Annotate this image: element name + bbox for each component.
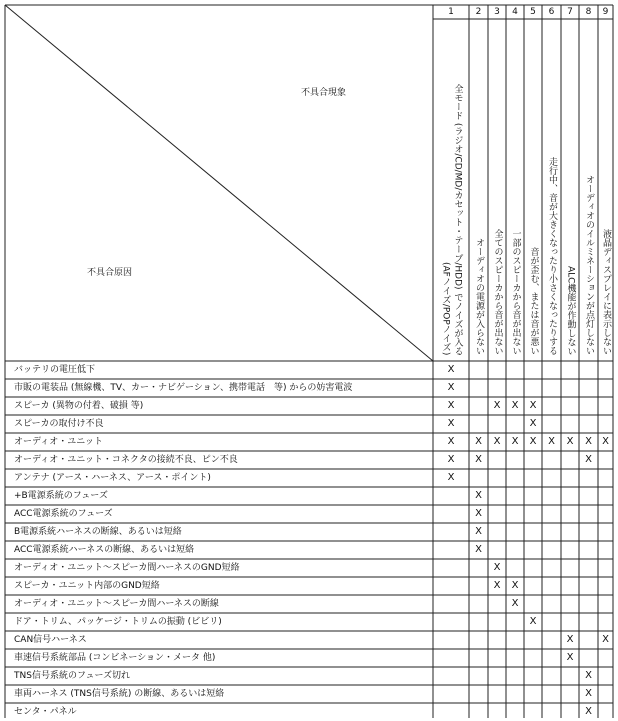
symptom-mark: X bbox=[529, 418, 537, 429]
row-cause-label: 市販の電装品 (無線機、TV、カー・ナビゲーション、携帯電話 等) からの妨害電波 bbox=[14, 383, 353, 393]
symptom-mark: X bbox=[475, 526, 482, 537]
column-symptom-label: オーディオのイルミネーションが点灯しない bbox=[584, 175, 594, 355]
row-cause-label: CAN信号ハーネス bbox=[14, 635, 87, 645]
symptom-mark: X bbox=[511, 580, 519, 591]
symptom-mark: X bbox=[566, 652, 574, 663]
row-cause-label: オーディオ・ユニット～スピーカ間ハーネスの断線 bbox=[14, 599, 219, 609]
symptom-mark: X bbox=[511, 598, 519, 609]
symptom-mark: X bbox=[585, 706, 592, 717]
column-number: 4 bbox=[512, 7, 518, 17]
symptom-mark: X bbox=[529, 436, 537, 447]
row-cause-label: ACC電源系統のフューズ bbox=[14, 509, 113, 519]
row-cause-label: +B電源系統のフューズ bbox=[14, 491, 108, 501]
symptom-mark: X bbox=[529, 616, 537, 627]
row-cause-label: オーディオ・ユニット bbox=[14, 437, 103, 447]
column-number: 3 bbox=[494, 7, 500, 17]
row-cause-label: スピーカ (異物の付着、破損 等) bbox=[14, 401, 144, 411]
column-symptom-label: 液晶ディスプレイに表示しない bbox=[601, 229, 611, 355]
symptom-mark: X bbox=[447, 454, 455, 465]
column-number: 6 bbox=[548, 7, 555, 17]
row-cause-label: センタ・パネル bbox=[14, 707, 77, 717]
symptom-mark: X bbox=[493, 400, 501, 411]
symptom-mark: X bbox=[447, 364, 455, 375]
symptom-mark: X bbox=[475, 508, 482, 519]
symptom-mark: X bbox=[475, 490, 482, 501]
symptom-mark: X bbox=[566, 634, 574, 645]
symptom-mark: X bbox=[585, 454, 592, 465]
column-number: 5 bbox=[530, 7, 536, 17]
row-cause-label: スピーカ・ユニット内部のGND短絡 bbox=[14, 581, 160, 591]
symptom-mark: X bbox=[493, 562, 501, 573]
symptom-mark: X bbox=[511, 400, 519, 411]
column-symptom-label: 走行中、音が大きくなったり小さくなったりする bbox=[547, 157, 557, 355]
row-cause-label: アンテナ (アース・ハーネス、アース・ポイント) bbox=[14, 473, 211, 483]
row-cause-label: 車両ハーネス (TNS信号系統) の断線、あるいは短絡 bbox=[14, 689, 225, 699]
row-cause-label: バッテリの電圧低下 bbox=[14, 365, 96, 375]
symptom-mark: X bbox=[447, 400, 455, 411]
symptom-mark: X bbox=[475, 544, 482, 555]
row-cause-label: 車速信号系統部品 (コンビネーション・メータ 他) bbox=[14, 653, 216, 663]
symptom-mark: X bbox=[447, 472, 455, 483]
symptom-mark: X bbox=[585, 436, 592, 447]
symptom-mark: X bbox=[447, 436, 455, 447]
symptom-mark: X bbox=[447, 418, 455, 429]
column-number: 7 bbox=[567, 7, 573, 17]
row-cause-label: ドア・トリム、パッケージ・トリムの振動 (ビビリ) bbox=[14, 617, 222, 627]
column-number: 9 bbox=[602, 7, 609, 17]
symptom-mark: X bbox=[529, 400, 537, 411]
column-symptom-label: 全モード (ラジオ/CD/MD/カセット・テープ/HDD) でノイズが入る bbox=[452, 83, 463, 355]
symptom-mark: X bbox=[602, 436, 609, 447]
column-number: 1 bbox=[448, 7, 454, 17]
symptom-mark: X bbox=[493, 580, 501, 591]
column-symptom-label: ALC機能が作動しない bbox=[565, 265, 576, 355]
column-symptom-label: (AFノイズ/POPノイズ) bbox=[440, 261, 451, 355]
symptom-mark: X bbox=[493, 436, 501, 447]
symptom-mark: X bbox=[585, 670, 592, 681]
row-cause-label: B電源系統ハーネスの断線、あるいは短絡 bbox=[14, 527, 182, 537]
symptom-mark: X bbox=[511, 436, 519, 447]
column-number: 2 bbox=[475, 7, 482, 17]
column-symptom-label: 一部のスピーカから音が出ない bbox=[510, 229, 521, 355]
row-cause-label: TNS信号系統のフューズ切れ bbox=[14, 671, 131, 681]
symptom-mark: X bbox=[566, 436, 574, 447]
row-cause-label: ACC電源系統ハーネスの断線、あるいは短絡 bbox=[14, 545, 195, 555]
header-diagonal-line bbox=[5, 5, 433, 361]
column-symptom-label: オーディオの電源が入らない bbox=[474, 238, 484, 355]
symptom-mark: X bbox=[447, 382, 455, 393]
symptom-mark: X bbox=[585, 688, 592, 699]
symptom-header-label: 不具合現象 bbox=[301, 88, 347, 98]
row-cause-label: スピーカの取付け不良 bbox=[14, 419, 104, 429]
row-cause-label: オーディオ・ユニット・コネクタの接続不良、ピン不良 bbox=[14, 455, 238, 465]
cause-header-label: 不具合原因 bbox=[87, 268, 133, 278]
symptom-mark: X bbox=[548, 436, 555, 447]
column-symptom-label: 音が歪む、または音が悪い bbox=[528, 247, 539, 355]
symptom-mark: X bbox=[602, 634, 609, 645]
column-symptom-label: 全てのスピーカから音が出ない bbox=[492, 229, 503, 355]
row-cause-label: オーディオ・ユニット～スピーカ間ハーネスのGND短絡 bbox=[14, 563, 240, 573]
symptom-mark: X bbox=[475, 436, 482, 447]
column-number: 8 bbox=[585, 7, 592, 17]
symptom-mark: X bbox=[475, 454, 482, 465]
